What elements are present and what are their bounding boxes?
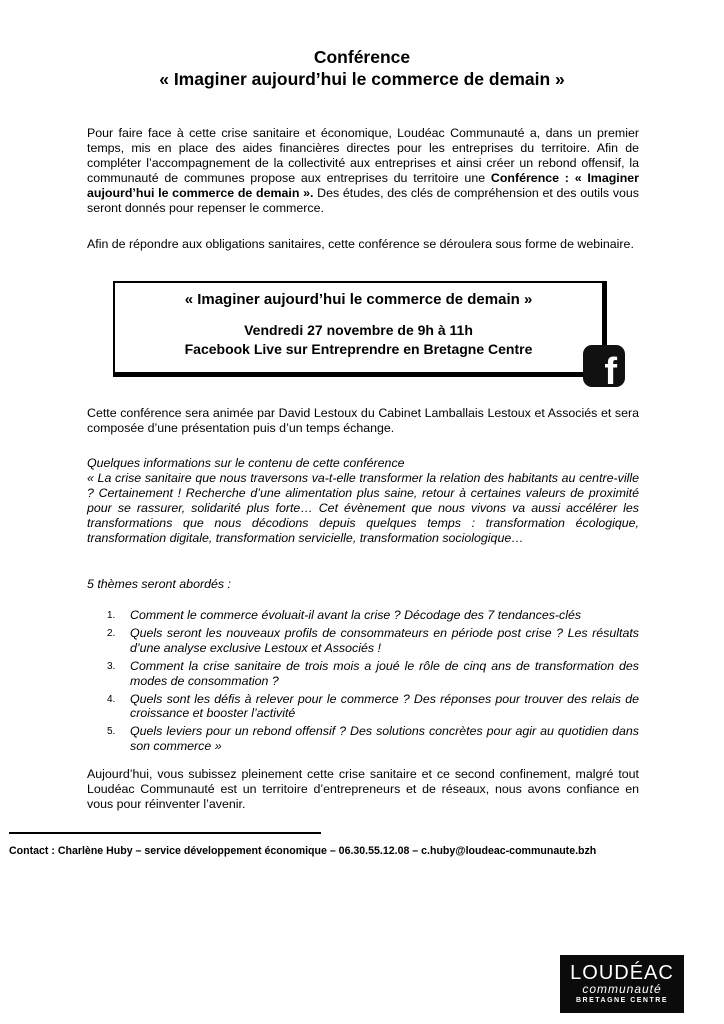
list-item [107, 692, 639, 722]
list-item-number: 2. [107, 627, 116, 639]
page-title [60, 46, 664, 90]
speaker-paragraph: Cette conférence sera animée par David Lestoux du Cabinet Lamballais Lestoux et Associés et sera composée d’une présentation puis d’un temps échange. [87, 406, 639, 435]
themes-heading: 5 thèmes seront abordés : [87, 577, 231, 591]
list-item-text: Quels seront les nouveaux profils de consommateurs en période post crise ? Les résultats d’une analyse exclusive Lestoux et Associés ! [130, 625, 639, 655]
content-info-quote: « La crise sanitaire que nous traversons va-t-elle transformer la relation des habitants au centre-ville ? Certainement ! Recherche d’une alimentation plus saine, retour à certaines valeurs de proximité pour se rassurer, solidarité plus forte… Cet évènement que nous vivons va aussi accélérer les transformations que nous décodions depuis quelques temps : transformation écologique, transformation digitale, transformation servicielle, transformation sociologique… [87, 471, 639, 545]
list-item-text: Comment le commerce évoluait-il avant la crise ? Décodage des 7 tendances-clés [130, 608, 582, 622]
sanitary-note: Afin de répondre aux obligations sanitaires, cette conférence se déroulera sous forme de webinaire. [87, 237, 634, 251]
list-item-number: 1. [107, 610, 116, 621]
list-item-number: 4. [107, 693, 116, 705]
title-line-2: « Imaginer aujourd’hui le commerce de demain » [159, 69, 565, 89]
logo-line-3: BRETAGNE CENTRE [576, 997, 668, 1004]
event-box [113, 281, 607, 377]
event-location: Facebook Live sur Entreprendre en Bretagne Centre [184, 341, 533, 357]
intro-paragraph [87, 126, 639, 215]
list-item-number: 5. [107, 726, 116, 738]
list-item-number: 3. [107, 660, 116, 672]
list-item-text: Quels sont les défis à relever pour le commerce ? Des réponses pour trouver des relais de croissance et booster l’activité [130, 691, 639, 721]
closing-paragraph: Aujourd’hui, vous subissez pleinement cette crise sanitaire et ce second confinement, malgré tout Loudéac Communauté est un territoire d’entrepreneurs et de réseaux, nous avons confiance en vous pour réinventer l’avenir. [87, 767, 639, 811]
intro-text-1: Pour faire face à cette crise sanitaire et économique, Loudéac Communauté a, dans un premier temps, mis en place des aides financières directes pour les entreprises du territoire. Afin de compléter l’accompagnement de la collectivité aux entreprises et ainsi créer un rebond offensif, la communauté de communes propose aux entreprises du territoire une [87, 126, 639, 185]
themes-list [107, 608, 639, 757]
logo-line-1: LOUDÉAC [570, 962, 674, 984]
contact-info: Contact : Charlène Huby – service développement économique – 06.30.55.12.08 – c.huby@loudeac-communaute.bzh [9, 845, 597, 857]
loudeac-logo [560, 955, 684, 1013]
facebook-glyph: f [604, 351, 617, 393]
list-item [107, 659, 639, 689]
intro-bold-text: Conférence : « Imaginer aujourd’hui le commerce de demain ». [87, 170, 640, 200]
list-item [107, 626, 639, 656]
event-title: « Imaginer aujourd’hui le commerce de demain » [184, 291, 533, 308]
facebook-icon[interactable] [583, 345, 625, 393]
footer-divider [9, 832, 321, 834]
title-line-1: Conférence [313, 47, 411, 67]
list-item-text: Comment la crise sanitaire de trois mois a joué le rôle de cinq ans de transformation des modes de consommation ? [130, 658, 639, 688]
list-item-text: Quels leviers pour un rebond offensif ? Des solutions concrètes pour agir au quotidien dans son commerce » [130, 724, 639, 754]
logo-line-2: communauté [582, 982, 662, 996]
intro-text-2: Des études, des clés de compréhension et des outils vous seront donnés pour repenser le commerce. [87, 185, 639, 215]
list-item [107, 724, 639, 754]
event-date: Vendredi 27 novembre de 9h à 11h [244, 322, 473, 338]
content-info-heading: Quelques informations sur le contenu de cette conférence [87, 456, 405, 470]
list-item [107, 608, 639, 623]
